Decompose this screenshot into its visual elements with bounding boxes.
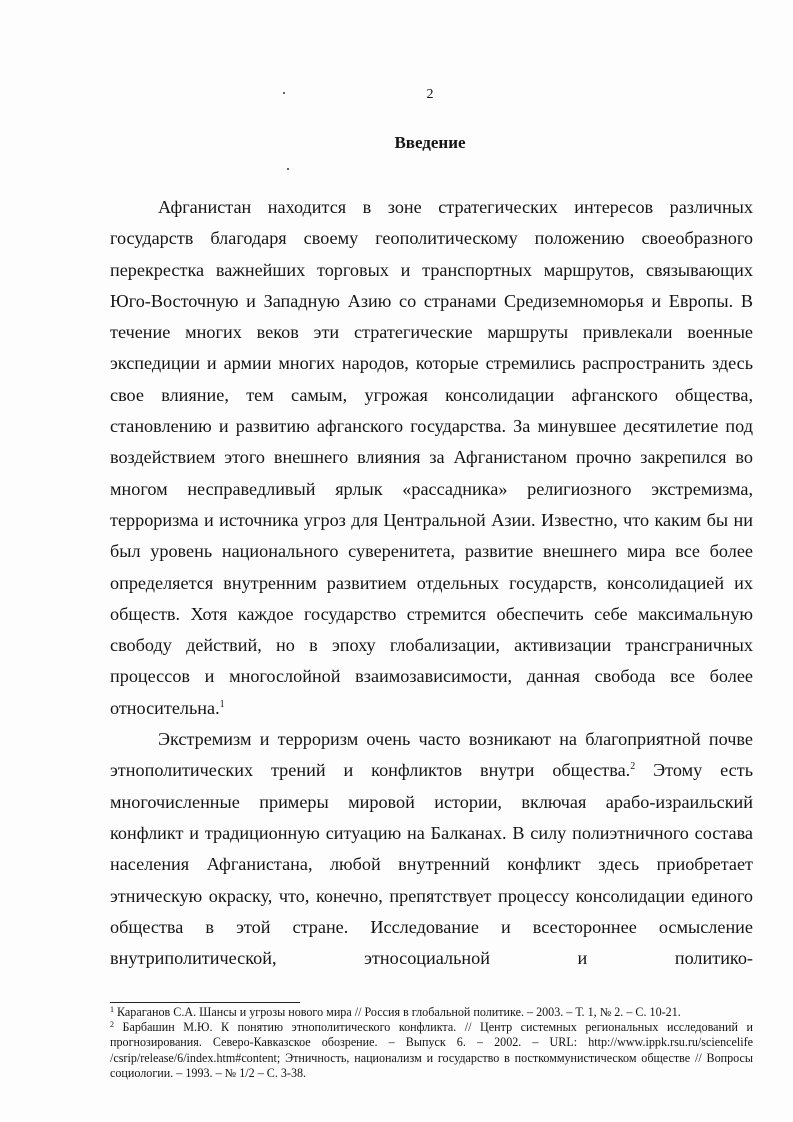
paragraph-2 [110,724,753,974]
footnotes [110,1005,753,1081]
footnote-separator [110,1002,300,1003]
footnote-reference-1: 1 [219,698,225,710]
section-heading: Введение [394,133,466,152]
footnote-reference-2: 2 [630,761,636,773]
footnote-1-mark: 1 [110,1005,114,1014]
scan-speck [287,168,289,170]
footnote-2-text: Барбашин М.Ю. К понятию этнополитического конфликта. // Центр системных региональных исследований и прогнозирования. Северо-Кавказское обозрение. – Выпуск 6. – 2002. – URL: http://www.ippk.rsu.ru/sciencelife /csrip/release/6/index.htm#content; Этничность, национализм и государство в посткоммунистическом обществе // Вопросы социологии. – 1993. – № 1/2 – С. 3-38. [110,1020,753,1080]
paragraph-2-text-start: Экстремизм и терроризм очень часто возникают на благоприятной почве этнополитических трений и конфликтов внутри общества. [110,729,753,781]
paragraph-1 [110,192,753,724]
footnote-1 [110,1005,753,1020]
footnote-2-mark: 2 [110,1020,114,1030]
footnote-2 [110,1020,753,1081]
paragraph-2-text-end: Этому есть многочисленные примеры мировой истории, включая арабо-израильский конфликт и традиционную ситуацию на Балканах. В силу полиэтничного состава населения Афганистана, любой внутренний конфликт здесь приобретает этническую окраску, что, конечно, препятствует процессу консолидации единого общества в этой стране. Исследование и всестороннее осмысление внутриполитической, этносоциальной и политико- [110,760,753,969]
page-number: 2 [426,87,434,102]
scan-speck [283,92,285,94]
paragraph-1-text: Афганистан находится в зоне стратегических интересов различных государств благодаря своему геополитическому положению своеобразного перекрестка важнейших торговых и транспортных маршрутов, связывающих Юго-Восточную и Западную Азию со странами Средиземноморья и Европы. В течение многих веков эти стратегические маршруты привлекали военные экспедиции и армии многих народов, которые стремились распространить здесь свое влияние, тем самым, угрожая консолидации афганского общества, становлению и развитию афганского государства. За минувшее десятилетие под воздействием этого внешнего влияния за Афганистаном прочно закрепился во многом несправедливый ярлык «рассадника» религиозного экстремизма, терроризма и источника угроз для Центральной Азии. Известно, что каким бы ни был уровень национального суверенитета, развитие внешнего мира все более определяется внутренним развитием отдельных государств, консолидацией их обществ. Хотя каждое государство стремится обеспечить себе максимальную свободу действий, но в эпоху глобализации, активизации трансграничных процессов и многослойной взаимозависимости, данная свобода все более относительна. [110,197,753,718]
body-text [110,192,753,974]
footnote-1-text: Караганов С.А. Шансы и угрозы нового мира // Россия в глобальной политике. – 2003. – Т. 1, № 2. – С. 10-21. [114,1005,681,1019]
